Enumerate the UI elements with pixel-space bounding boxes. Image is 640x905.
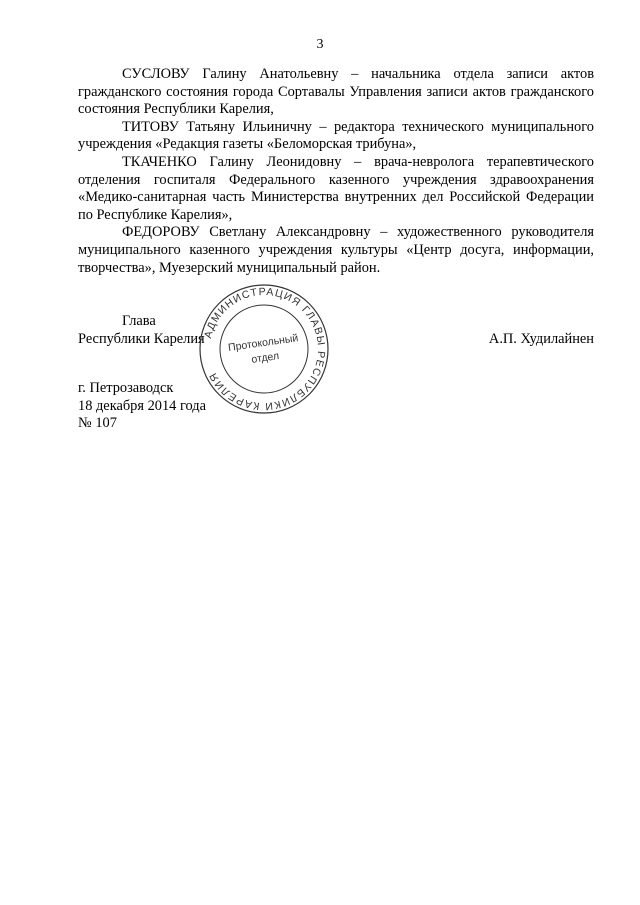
stamp-inner-line2: отдел	[250, 350, 280, 366]
paragraph-tkachenko: ТКАЧЕНКО Галину Леонидовну – врача-невролога терапевтического отделения госпиталя Федерального казенного учреждения здравоохранения «Медико-санитарная часть Министерства внутренних дел Российской Федерации по Республике Карелия»,	[78, 153, 594, 223]
official-stamp	[196, 282, 332, 416]
paragraph-suslova: СУСЛОВУ Галину Анатольевну – начальника отдела записи актов гражданского состояния города Сортавалы Управления записи актов гражданского состояния Республики Карелия,	[78, 66, 594, 118]
signature-title-line1: Глава	[122, 313, 156, 329]
paragraph-titova: ТИТОВУ Татьяну Ильиничну – редактора технического муниципального учреждения «Редакция газеты «Беломорская трибуна»,	[78, 118, 594, 153]
footer-city: г. Петрозаводск	[78, 380, 174, 396]
footer-number: № 107	[78, 415, 117, 432]
stamp-outer-text: АДМИНИСТРАЦИЯ ГЛАВЫ РЕСПУБЛИКИ КАРЕЛИЯ	[202, 285, 328, 413]
document-footer	[78, 380, 206, 433]
paragraph-fedorova: ФЕДОРОВУ Светлану Александровну – художественного руководителя муниципального казенного учреждения культуры «Центр досуга, информации, творчества», Муезерский муниципальный район.	[78, 224, 594, 276]
stamp-inner-line1: Протокольный	[227, 332, 299, 354]
page-number: 3	[316, 37, 324, 52]
document-body	[78, 66, 594, 277]
signature-block	[78, 313, 594, 348]
signatory-name: А.П. Худилайнен	[488, 330, 594, 347]
signature-row	[78, 331, 594, 349]
stamp-outer-ring	[200, 285, 328, 413]
footer-date: 18 декабря 2014 года	[78, 397, 207, 414]
signature-title-line2: Республики Карелия	[78, 330, 205, 347]
